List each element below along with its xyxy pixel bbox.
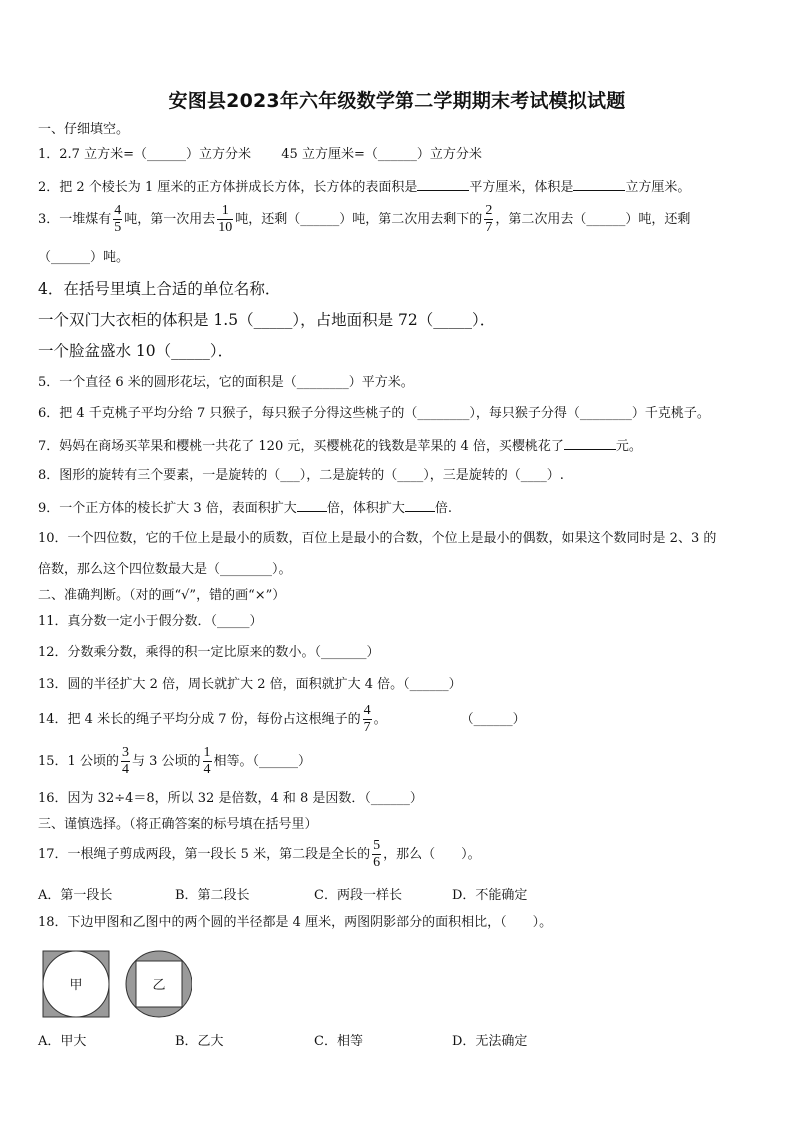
question-14-text-1: 14．把 4 米长的绳子平均分成 7 份，每份占这根绳子的 (38, 712, 361, 727)
question-17-option-d[interactable]: D．不能确定 (452, 888, 528, 903)
question-13: 13．圆的半径扩大 2 倍，周长就扩大 2 倍，面积就扩大 4 倍。（______） (38, 677, 462, 692)
question-18-option-b[interactable]: B．乙大 (175, 1034, 224, 1049)
question-14-blank: （______） (460, 712, 526, 727)
question-14-text-2: 。 (373, 712, 387, 727)
question-9-text-2: 倍，体积扩大 (326, 501, 405, 516)
figure-jia (43, 951, 109, 1017)
question-3 (38, 203, 690, 236)
figure-yi (126, 951, 192, 1017)
question-15-text-2: 与 3 公顷的 (131, 754, 201, 769)
fraction-4-5: $\frac{4}{5}$ (114, 203, 122, 235)
question-17 (38, 838, 481, 871)
fraction-1-4: $\frac{1}{4}$ (203, 745, 211, 777)
question-3-line-2: （______）吨。 (38, 250, 130, 265)
question-17-text-2: ，那么（ ）。 (383, 847, 481, 862)
question-11: 11．真分数一定小于假分数．（_____） (38, 614, 263, 629)
question-15-text-1: 15．1 公顷的 (38, 754, 119, 769)
section-heading-fill: 一、仔细填空。 (38, 122, 130, 137)
question-3-text-3: 吨，还剩（______）吨，第二次用去剩下的 (235, 212, 483, 227)
question-3-text-2: 吨，第一次用去 (124, 212, 216, 227)
question-17-option-c[interactable]: C．两段一样长 (314, 888, 402, 903)
answer-blank[interactable] (417, 178, 469, 191)
question-2 (38, 178, 690, 196)
question-17-option-a[interactable]: A．第一段长 (38, 888, 113, 903)
question-18-option-c[interactable]: C．相等 (314, 1034, 363, 1049)
question-9-text-3: 倍. (434, 501, 452, 516)
question-4-line-1: 一个双门大衣柜的体积是 1.5（_____），占地面积是 72（_____）． (38, 311, 496, 329)
question-2-text-2: 平方厘米，体积是 (469, 180, 574, 195)
question-17-text-1: 17．一根绳子剪成两段，第一段长 5 米，第二段是全长的 (38, 847, 371, 862)
question-4-heading: 4．在括号里填上合适的单位名称． (38, 280, 281, 298)
question-15-text-3: 相等。（______） (213, 754, 312, 769)
page-title: 安图县2023年六年级数学第二学期期末考试模拟试题 (168, 90, 626, 112)
answer-blank[interactable] (297, 499, 327, 512)
figure-yi-label: 乙 (152, 978, 166, 993)
figure-jia-label: 甲 (69, 978, 83, 993)
question-7-text-1: 7．妈妈在商场买苹果和樱桃一共花了 120 元，买樱桃花的钱数是苹果的 4 倍，买樱桃花了 (38, 439, 564, 454)
question-5: 5．一个直径 6 米的圆形花坛，它的面积是（________）平方米。 (38, 375, 414, 390)
question-1 (38, 147, 482, 163)
question-1-part-a: 1．2.7 立方米=（______）立方分米 (38, 147, 251, 162)
question-18-option-d[interactable]: D．无法确定 (452, 1034, 528, 1049)
question-15 (38, 745, 311, 778)
question-2-text-1: 2．把 2 个棱长为 1 厘米的正方体拼成长方体，长方体的表面积是 (38, 180, 418, 195)
answer-blank[interactable] (405, 499, 435, 512)
question-16: 16．因为 32÷4＝8，所以 32 是倍数，4 和 8 是因数．（______） (38, 791, 423, 806)
section-heading-judge: 二、准确判断。（对的画“√”，错的画“×”） (38, 588, 286, 603)
fraction-2-7: $\frac{2}{7}$ (485, 203, 493, 235)
question-3-text-4: ，第二次用去（______）吨，还剩 (495, 212, 691, 227)
fraction-4-7: $\frac{4}{7}$ (363, 703, 371, 735)
question-1-part-b: 45 立方厘米=（______）立方分米 (281, 147, 482, 162)
question-8: 8．图形的旋转有三个要素，一是旋转的（___），二是旋转的（____），三是旋转的（____）. (38, 468, 564, 483)
answer-blank[interactable] (564, 437, 616, 450)
question-4-line-2: 一个脸盆盛水 10（_____）． (38, 342, 234, 360)
question-18-option-a[interactable]: A．甲大 (38, 1034, 87, 1049)
question-10-line-2: 倍数，那么这个四位数最大是（________）。 (38, 562, 292, 577)
question-17-option-b[interactable]: B．第二段长 (175, 888, 250, 903)
fraction-5-6: $\frac{5}{6}$ (373, 838, 381, 870)
question-9 (38, 499, 452, 517)
question-18-figures (42, 950, 192, 1020)
question-7 (38, 437, 642, 455)
question-3-text-1: 3．一堆煤有 (38, 212, 112, 227)
fraction-3-4: $\frac{3}{4}$ (121, 745, 129, 777)
question-18: 18．下边甲图和乙图中的两个圆的半径都是 4 厘米，两图阴影部分的面积相比，（ ）。 (38, 915, 553, 930)
question-7-text-2: 元。 (615, 439, 642, 454)
question-2-text-3: 立方厘米。 (625, 180, 691, 195)
question-14 (38, 703, 526, 736)
fraction-1-10: $\frac{1}{10}$ (218, 203, 233, 235)
question-6: 6．把 4 千克桃子平均分给 7 只猴子，每只猴子分得这些桃子的（________），每只猴子分得（________）千克桃子。 (38, 406, 710, 421)
question-12: 12．分数乘分数，乘得的积一定比原来的数小。（_______） (38, 645, 380, 660)
question-10-line-1: 10．一个四位数，它的千位上是最小的质数，百位上是最小的合数，个位上是最小的偶数，如果这个数同时是 2、3 的 (38, 531, 717, 546)
answer-blank[interactable] (573, 178, 625, 191)
question-9-text-1: 9．一个正方体的棱长扩大 3 倍，表面积扩大 (38, 501, 297, 516)
section-heading-choice: 三、谨慎选择。（将正确答案的标号填在括号里） (38, 817, 318, 832)
